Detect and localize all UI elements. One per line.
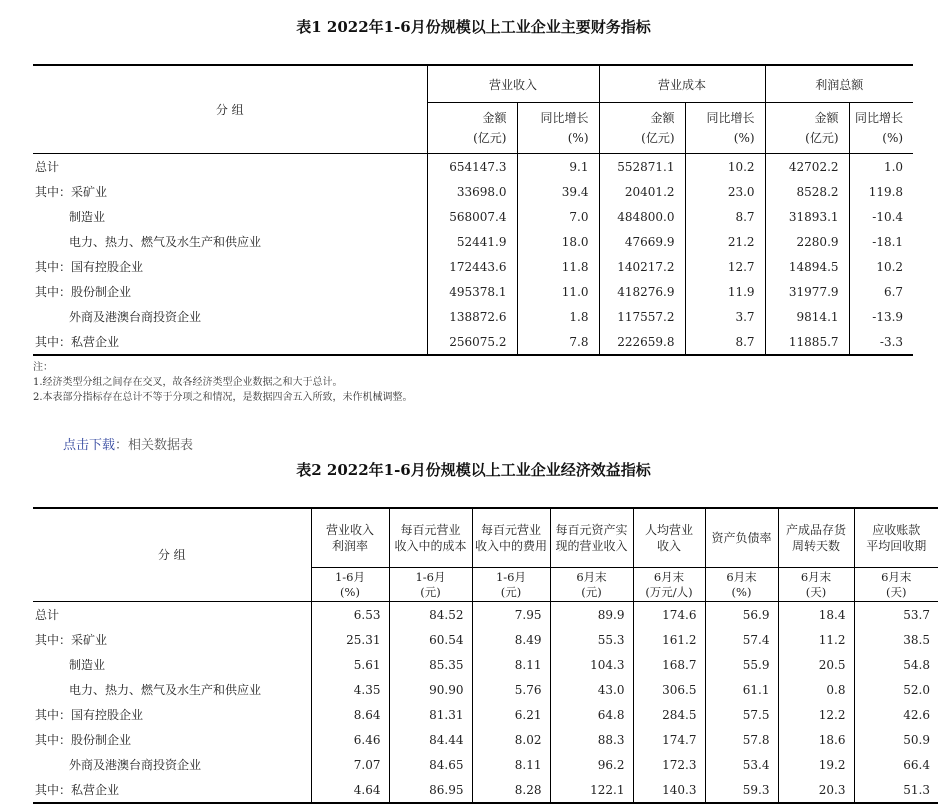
value-cell: 484800.0	[599, 204, 685, 229]
row-label: 制造业	[69, 658, 106, 672]
row-label: 电力、热力、燃气及水生产和供应业	[69, 683, 262, 697]
value-cell: 9.1	[517, 154, 599, 180]
value-cell: 23.0	[685, 179, 765, 204]
column-period-unit: 6月末 (%)	[705, 568, 778, 602]
column-header: 资产负债率	[705, 508, 778, 568]
table-row	[33, 229, 913, 254]
value-cell: 8.7	[685, 329, 765, 355]
table-row	[33, 204, 913, 229]
value-cell: 1.8	[517, 304, 599, 329]
note-heading: 注：	[33, 362, 53, 373]
value-cell: 66.4	[854, 752, 938, 777]
value-cell: 8.11	[472, 752, 550, 777]
value-cell: 38.5	[854, 627, 938, 652]
value-cell: 172.3	[633, 752, 705, 777]
table-row	[33, 752, 938, 777]
value-cell: 11.9	[685, 279, 765, 304]
value-cell: 8.28	[472, 777, 550, 803]
value-cell: 568007.4	[427, 204, 517, 229]
row-label: 总计	[35, 608, 60, 622]
table-row	[33, 627, 938, 652]
table-row	[33, 652, 938, 677]
column-header: 每百元资产实 现的营业收入	[550, 508, 633, 568]
row-label: 其中：私营企业	[35, 335, 120, 349]
value-cell: 89.9	[550, 602, 633, 628]
column-period-unit: 1-6月 (元)	[389, 568, 472, 602]
column-period-unit: 6月末 (天)	[854, 568, 938, 602]
download-text: ：相关数据表	[115, 438, 194, 453]
value-cell: 10.2	[849, 254, 913, 279]
financial-indicators-table	[33, 64, 913, 356]
table-row	[33, 304, 913, 329]
value-cell: 8.02	[472, 727, 550, 752]
profit-header: 利润总额	[765, 65, 913, 103]
value-cell: 53.7	[854, 602, 938, 628]
value-cell: 5.76	[472, 677, 550, 702]
column-period-unit: 6月末 (天)	[778, 568, 854, 602]
value-cell: 25.31	[311, 627, 389, 652]
value-cell: 18.0	[517, 229, 599, 254]
value-cell: 39.4	[517, 179, 599, 204]
value-cell: 418276.9	[599, 279, 685, 304]
column-header: 每百元营业 收入中的成本	[389, 508, 472, 568]
value-cell: 7.07	[311, 752, 389, 777]
value-cell: 2280.9	[765, 229, 849, 254]
value-cell: 84.65	[389, 752, 472, 777]
value-cell: 59.3	[705, 777, 778, 803]
value-cell: 140217.2	[599, 254, 685, 279]
value-cell: 21.2	[685, 229, 765, 254]
value-cell: 54.8	[854, 652, 938, 677]
value-cell: 11885.7	[765, 329, 849, 355]
value-cell: 654147.3	[427, 154, 517, 180]
value-cell: 222659.8	[599, 329, 685, 355]
value-cell: 174.7	[633, 727, 705, 752]
value-cell: 84.44	[389, 727, 472, 752]
table-row	[33, 279, 913, 304]
column-header: 产成品存货 周转天数	[778, 508, 854, 568]
value-cell: 3.7	[685, 304, 765, 329]
table-row	[33, 677, 938, 702]
value-cell: 64.8	[550, 702, 633, 727]
column-period-unit: 1-6月 (%)	[311, 568, 389, 602]
table-row	[33, 602, 938, 628]
value-cell: 12.2	[778, 702, 854, 727]
value-cell: 18.6	[778, 727, 854, 752]
value-cell: 8.49	[472, 627, 550, 652]
value-cell: 20401.2	[599, 179, 685, 204]
value-cell: 11.8	[517, 254, 599, 279]
value-cell: 104.3	[550, 652, 633, 677]
value-cell: 8528.2	[765, 179, 849, 204]
value-cell: 56.9	[705, 602, 778, 628]
value-cell: -13.9	[849, 304, 913, 329]
table-row	[33, 727, 938, 752]
value-cell: 7.0	[517, 204, 599, 229]
value-cell: 119.8	[849, 179, 913, 204]
value-cell: 86.95	[389, 777, 472, 803]
value-cell: 9814.1	[765, 304, 849, 329]
amount-subheader: 金额 (亿元)	[599, 103, 685, 154]
column-header: 营业收入 利润率	[311, 508, 389, 568]
value-cell: 7.8	[517, 329, 599, 355]
growth-subheader: 同比增长 (%)	[685, 103, 765, 154]
value-cell: 1.0	[849, 154, 913, 180]
column-header: 应收账款 平均回收期	[854, 508, 938, 568]
column-header: 每百元营业 收入中的费用	[472, 508, 550, 568]
value-cell: 284.5	[633, 702, 705, 727]
value-cell: 117557.2	[599, 304, 685, 329]
value-cell: 5.61	[311, 652, 389, 677]
value-cell: 88.3	[550, 727, 633, 752]
value-cell: 122.1	[550, 777, 633, 803]
value-cell: 61.1	[705, 677, 778, 702]
row-label: 外商及港澳台商投资企业	[69, 310, 202, 324]
column-header: 人均营业 收入	[633, 508, 705, 568]
group-header: 分 组	[33, 65, 427, 154]
value-cell: 43.0	[550, 677, 633, 702]
column-period-unit: 6月末 (万元/人)	[633, 568, 705, 602]
value-cell: 11.0	[517, 279, 599, 304]
row-label: 其中：国有控股企业	[35, 708, 144, 722]
value-cell: 161.2	[633, 627, 705, 652]
value-cell: 52.0	[854, 677, 938, 702]
value-cell: 4.35	[311, 677, 389, 702]
value-cell: 6.46	[311, 727, 389, 752]
value-cell: 495378.1	[427, 279, 517, 304]
revenue-header: 营业收入	[427, 65, 599, 103]
value-cell: 55.3	[550, 627, 633, 652]
row-label: 电力、热力、燃气及水生产和供应业	[69, 235, 262, 249]
value-cell: 168.7	[633, 652, 705, 677]
value-cell: 14894.5	[765, 254, 849, 279]
table1-caption: 表1 2022年1-6月份规模以上工业企业主要财务指标	[296, 18, 651, 36]
value-cell: 8.11	[472, 652, 550, 677]
row-label: 其中：股份制企业	[35, 733, 132, 747]
value-cell: 20.5	[778, 652, 854, 677]
value-cell: 306.5	[633, 677, 705, 702]
value-cell: 172443.6	[427, 254, 517, 279]
value-cell: 12.7	[685, 254, 765, 279]
value-cell: 18.4	[778, 602, 854, 628]
row-label: 总计	[35, 160, 60, 174]
amount-subheader: 金额 (亿元)	[427, 103, 517, 154]
amount-subheader: 金额 (亿元)	[765, 103, 849, 154]
value-cell: 42702.2	[765, 154, 849, 180]
value-cell: 10.2	[685, 154, 765, 180]
value-cell: 85.35	[389, 652, 472, 677]
value-cell: 42.6	[854, 702, 938, 727]
download-line	[63, 434, 193, 453]
value-cell: 57.4	[705, 627, 778, 652]
value-cell: 0.8	[778, 677, 854, 702]
value-cell: 4.64	[311, 777, 389, 803]
value-cell: -3.3	[849, 329, 913, 355]
value-cell: 81.31	[389, 702, 472, 727]
row-label: 其中：采矿业	[35, 185, 108, 199]
value-cell: 55.9	[705, 652, 778, 677]
column-period-unit: 6月末 (元)	[550, 568, 633, 602]
table-row	[33, 154, 913, 180]
value-cell: 57.8	[705, 727, 778, 752]
table-row	[33, 777, 938, 803]
value-cell: 47669.9	[599, 229, 685, 254]
row-label: 其中：采矿业	[35, 633, 108, 647]
value-cell: 50.9	[854, 727, 938, 752]
value-cell: 6.21	[472, 702, 550, 727]
value-cell: 84.52	[389, 602, 472, 628]
value-cell: 7.95	[472, 602, 550, 628]
value-cell: 11.2	[778, 627, 854, 652]
value-cell: 8.7	[685, 204, 765, 229]
download-link[interactable]: 点击下载	[63, 438, 116, 453]
value-cell: 31977.9	[765, 279, 849, 304]
row-label: 其中：国有控股企业	[35, 260, 144, 274]
table-row	[33, 702, 938, 727]
value-cell: 552871.1	[599, 154, 685, 180]
row-label: 制造业	[69, 210, 106, 224]
value-cell: 53.4	[705, 752, 778, 777]
cost-header: 营业成本	[599, 65, 765, 103]
value-cell: 256075.2	[427, 329, 517, 355]
value-cell: 174.6	[633, 602, 705, 628]
efficiency-indicators-table	[33, 507, 938, 804]
value-cell: 52441.9	[427, 229, 517, 254]
table-notes	[33, 360, 413, 405]
value-cell: 60.54	[389, 627, 472, 652]
value-cell: 19.2	[778, 752, 854, 777]
growth-subheader: 同比增长 (%)	[849, 103, 913, 154]
table-row	[33, 179, 913, 204]
value-cell: 140.3	[633, 777, 705, 803]
value-cell: 33698.0	[427, 179, 517, 204]
value-cell: 51.3	[854, 777, 938, 803]
value-cell: 8.64	[311, 702, 389, 727]
value-cell: 96.2	[550, 752, 633, 777]
table2-caption: 表2 2022年1-6月份规模以上工业企业经济效益指标	[296, 461, 651, 479]
value-cell: -18.1	[849, 229, 913, 254]
note-2: 2.本表部分指标存在总计不等于分项之和情况，是数据四舍五入所致，未作机械调整。	[33, 392, 413, 403]
row-label: 其中：股份制企业	[35, 285, 132, 299]
value-cell: 138872.6	[427, 304, 517, 329]
value-cell: 6.7	[849, 279, 913, 304]
group-header: 分 组	[33, 508, 311, 602]
value-cell: 57.5	[705, 702, 778, 727]
column-period-unit: 1-6月 (元)	[472, 568, 550, 602]
table-row	[33, 329, 913, 355]
value-cell: 20.3	[778, 777, 854, 803]
row-label: 外商及港澳台商投资企业	[69, 758, 202, 772]
value-cell: 6.53	[311, 602, 389, 628]
table-row	[33, 254, 913, 279]
note-1: 1.经济类型分组之间存在交叉，故各经济类型企业数据之和大于总计。	[33, 377, 343, 388]
row-label: 其中：私营企业	[35, 783, 120, 797]
value-cell: 90.90	[389, 677, 472, 702]
value-cell: 31893.1	[765, 204, 849, 229]
growth-subheader: 同比增长 (%)	[517, 103, 599, 154]
value-cell: -10.4	[849, 204, 913, 229]
